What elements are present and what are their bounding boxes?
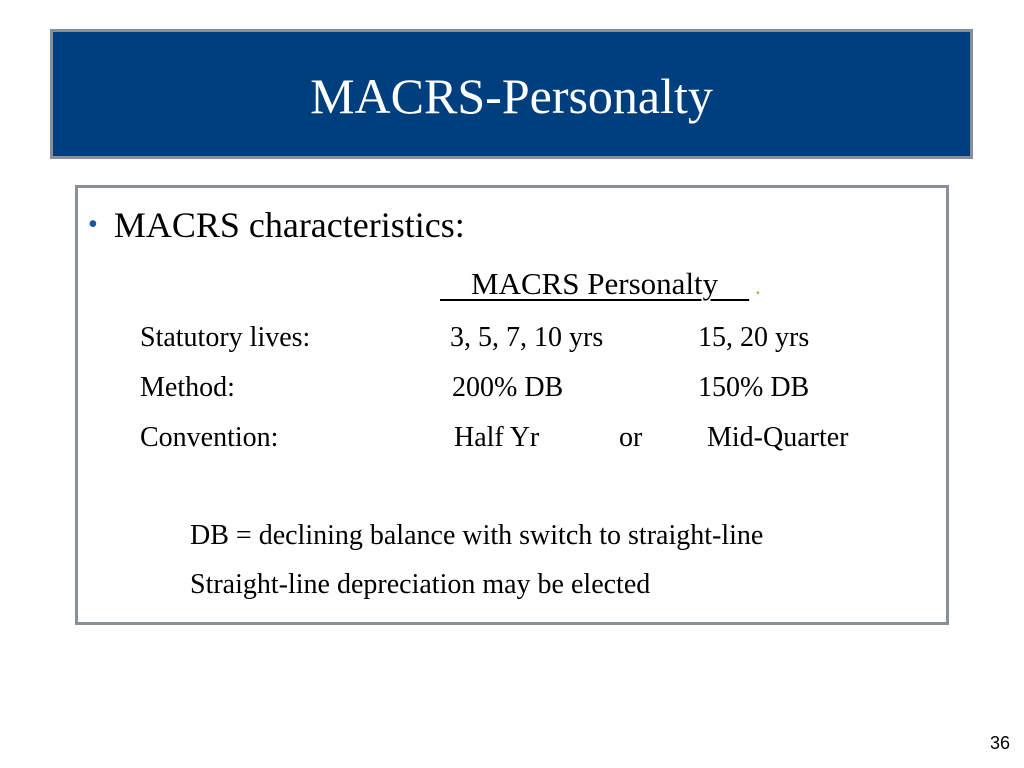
slide-title: MACRS-Personalty xyxy=(310,68,713,124)
column-header-mark: . xyxy=(755,274,761,299)
row-value-convention-1: Half Yr xyxy=(454,422,540,453)
row-value-statutory-lives-1: 3, 5, 7, 10 yrs xyxy=(450,322,604,353)
row-connector-convention: or xyxy=(619,422,643,453)
row-value-statutory-lives-2: 15, 20 yrs xyxy=(698,322,810,353)
column-header xyxy=(440,268,761,299)
content-panel xyxy=(75,185,949,625)
row-label-convention: Convention: xyxy=(140,422,279,453)
row-label-method: Method: xyxy=(140,372,235,403)
title-banner xyxy=(50,29,973,159)
row-value-convention-2: Mid-Quarter xyxy=(707,422,849,453)
row-label-statutory-lives: Statutory lives: xyxy=(140,322,311,353)
note-declining-balance: DB = declining balance with switch to straight-line xyxy=(190,520,764,551)
bullet-item xyxy=(88,207,465,243)
page-number: 36 xyxy=(989,733,1010,753)
bullet-text: MACRS characteristics: xyxy=(113,205,465,245)
row-value-method-2: 150% DB xyxy=(698,372,810,403)
row-value-method-1: 200% DB xyxy=(452,372,564,403)
column-header-text: MACRS Personalty xyxy=(440,266,750,301)
note-straight-line: Straight-line depreciation may be elected xyxy=(190,569,651,600)
bullet-dot-icon: • xyxy=(88,209,98,240)
